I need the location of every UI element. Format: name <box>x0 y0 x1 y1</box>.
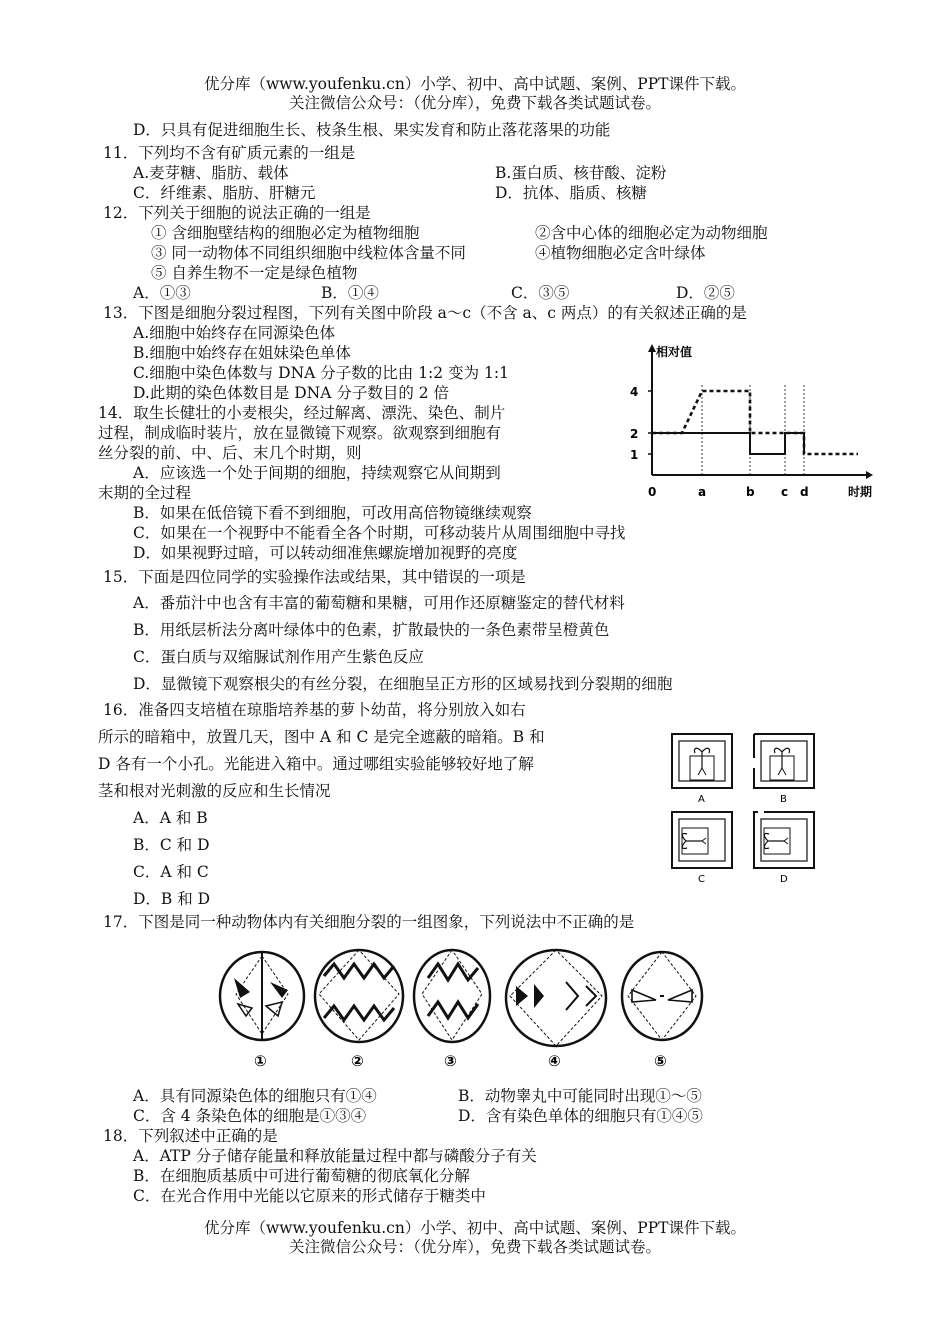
q16-line-3: D 各有一个小孔。光能进入箱中。通过哪组实验能够较好地了解 <box>98 755 534 773</box>
cell-5 <box>622 952 702 1070</box>
footer-line-1: 优分库（www.youfenku.cn）小学、初中、高中试题、案例、PPT课件下载。 <box>203 1219 747 1237</box>
q14-option-c: C．如果在一个视野中不能看全各个时期，可移动装片从周围细胞中寻找 <box>133 524 626 542</box>
q16-line-2: 所示的暗箱中，放置几天，图中 A 和 C 是完全遮蔽的暗箱。B 和 <box>98 728 545 746</box>
q12-option-b: B．①④ <box>321 284 379 302</box>
box-a <box>672 734 732 805</box>
q17-stem: 17．下图是同一种动物体内有关细胞分裂的一组图象，下列说法中不正确的是 <box>103 913 635 931</box>
q18-option-b: B．在细胞质基质中可进行葡萄糖的彻底氧化分解 <box>133 1167 470 1185</box>
q14-option-a-line-1: A．应该选一个处于间期的细胞，持续观察它从间期到 <box>133 464 501 482</box>
q17-option-d: D．含有染色单体的细胞只有①④⑤ <box>458 1107 703 1125</box>
q10-option-d: D．只具有促进细胞生长、枝条生根、果实发育和防止落花落果的功能 <box>133 121 611 139</box>
q11-option-c: C．纤维素、脂肪、肝糖元 <box>133 184 316 202</box>
q12-statement-2: ②含中心体的细胞必定为动物细胞 <box>535 224 768 242</box>
q11-option-b: B.蛋白质、核苷酸、淀粉 <box>495 164 667 182</box>
cell-4 <box>506 950 606 1070</box>
q12-statement-1: ① 含细胞壁结构的细胞必定为植物细胞 <box>151 224 420 242</box>
q14-line-2: 过程，制成临时装片，放在显微镜下观察。欲观察到细胞有 <box>98 424 502 442</box>
q17-option-b: B．动物睾丸中可能同时出现①～⑤ <box>458 1087 702 1105</box>
chart-x-axis-arrow <box>866 471 873 479</box>
chart-y-tick-label: 1 <box>630 448 639 462</box>
q16-dark-box-figure <box>668 728 824 888</box>
q17-option-a: A．具有同源染色体的细胞只有①④ <box>133 1087 377 1105</box>
q11-option-a: A.麦芽糖、脂肪、载体 <box>133 164 289 182</box>
q11-option-d: D．抗体、脂质、核糖 <box>495 184 647 202</box>
chart-y-tick-label: 2 <box>630 427 639 441</box>
box-a-label: A <box>698 794 705 805</box>
chart-series-1 <box>652 433 804 454</box>
box-d <box>754 812 814 885</box>
q18-option-a: A．ATP 分子储存能量和释放能量过程中都与磷酸分子有关 <box>133 1147 537 1165</box>
box-b-label: B <box>780 794 787 805</box>
chart-y-label: 相对值 <box>656 345 693 359</box>
q15-option-a: A．番茄汁中也含有丰富的葡萄糖和果糖，可用作还原糖鉴定的替代材料 <box>133 594 625 612</box>
q14-option-a-line-2: 末期的全过程 <box>98 484 192 502</box>
chart-y-axis-arrow <box>648 344 656 352</box>
q14-option-b: B．如果在低倍镜下看不到细胞，可改用高倍物镜继续观察 <box>133 504 532 522</box>
cell-2 <box>315 950 403 1070</box>
q13-option-a: A.细胞中始终存在同源染色体 <box>133 324 336 342</box>
q12-statement-4: ④植物细胞必定含叶绿体 <box>535 244 706 262</box>
q12-option-d: D．②⑤ <box>676 284 735 302</box>
cell-4-label: ④ <box>548 1052 561 1070</box>
chart-x-tick-label: d <box>800 485 809 499</box>
q13-option-c: C.细胞中染色体数与 DNA 分子数的比由 1:2 变为 1:1 <box>133 364 509 382</box>
q16-option-b: B．C 和 D <box>133 836 210 854</box>
box-c-label: C <box>698 874 705 885</box>
q17-cell-division-figure <box>216 946 706 1072</box>
q12-statement-3: ③ 同一动物体不同组织细胞中线粒体含量不同 <box>151 244 466 262</box>
chart-x-tick-label: a <box>698 485 707 499</box>
q15-option-d: D．显微镜下观察根尖的有丝分裂，在细胞呈正方形的区域易找到分裂期的细胞 <box>133 675 673 693</box>
q15-option-c: C．蛋白质与双缩脲试剂作用产生紫色反应 <box>133 648 424 666</box>
q13-option-b: B.细胞中始终存在姐妹染色单体 <box>133 344 351 362</box>
q14-line-1: 14．取生长健壮的小麦根尖，经过解离、漂洗、染色、制片 <box>98 404 506 422</box>
cell-3-label: ③ <box>444 1052 457 1070</box>
q15-stem: 15．下面是四位同学的实验操作法或结果，其中错误的一项是 <box>103 568 526 586</box>
q16-option-a: A．A 和 B <box>133 809 208 827</box>
q18-stem: 18．下列叙述中正确的是 <box>103 1127 278 1145</box>
chart-x-label: 时期 <box>848 485 873 499</box>
q12-stem: 12．下列关于细胞的说法正确的一组是 <box>103 204 371 222</box>
q16-option-c: C．A 和 C <box>133 863 209 881</box>
q14-option-d: D．如果视野过暗，可以转动细准焦螺旋增加视野的亮度 <box>133 544 518 562</box>
chart-series-0 <box>652 391 858 454</box>
chart-y-tick-label: 4 <box>630 385 639 399</box>
cell-5-label: ⑤ <box>654 1052 667 1070</box>
q15-option-b: B．用纸层析法分离叶绿体中的色素，扩散最快的一条色素带呈橙黄色 <box>133 621 610 639</box>
header-line-1: 优分库（www.youfenku.cn）小学、初中、高中试题、案例、PPT课件下载。 <box>203 75 747 93</box>
q11-stem: 11．下列均不含有矿质元素的一组是 <box>103 144 356 162</box>
q12-option-c: C．③⑤ <box>511 284 570 302</box>
box-b <box>754 734 814 805</box>
q12-option-a: A．①③ <box>133 284 191 302</box>
box-d-label: D <box>780 874 788 885</box>
box-c <box>672 812 732 885</box>
q17-option-c: C．含 4 条染色体的细胞是①③④ <box>133 1107 367 1125</box>
cell-1-label: ① <box>254 1052 267 1070</box>
chart-x-tick-label: 0 <box>648 485 657 499</box>
chart-x-tick-label: c <box>781 485 789 499</box>
cell-1 <box>220 952 304 1070</box>
q13-stem: 13．下图是细胞分裂过程图，下列有关图中阶段 a～c（不含 a、c 两点）的有关叙述正确的是 <box>103 304 747 322</box>
q16-option-d: D．B 和 D <box>133 890 211 908</box>
footer-line-2: 关注微信公众号：（优分库），免费下载各类试题试卷。 <box>288 1238 661 1256</box>
q18-option-c: C．在光合作用中光能以它原来的形式储存于糖类中 <box>133 1187 486 1205</box>
q13-chart <box>618 340 900 510</box>
q16-line-1: 16．准备四支培植在琼脂培养基的萝卜幼苗，将分别放入如右 <box>103 701 526 719</box>
chart-x-tick-label: b <box>746 485 755 499</box>
cell-2-label: ② <box>351 1052 364 1070</box>
q16-line-4: 茎和根对光刺激的反应和生长情况 <box>98 782 331 800</box>
cell-3 <box>414 950 490 1070</box>
q14-line-3: 丝分裂的前、中、后、末几个时期，则 <box>98 444 362 462</box>
q12-statement-5: ⑤ 自养生物不一定是绿色植物 <box>151 264 358 282</box>
header-line-2: 关注微信公众号：（优分库），免费下载各类试题试卷。 <box>288 94 661 112</box>
q13-option-d: D.此期的染色体数目是 DNA 分子数目的 2 倍 <box>133 384 450 402</box>
